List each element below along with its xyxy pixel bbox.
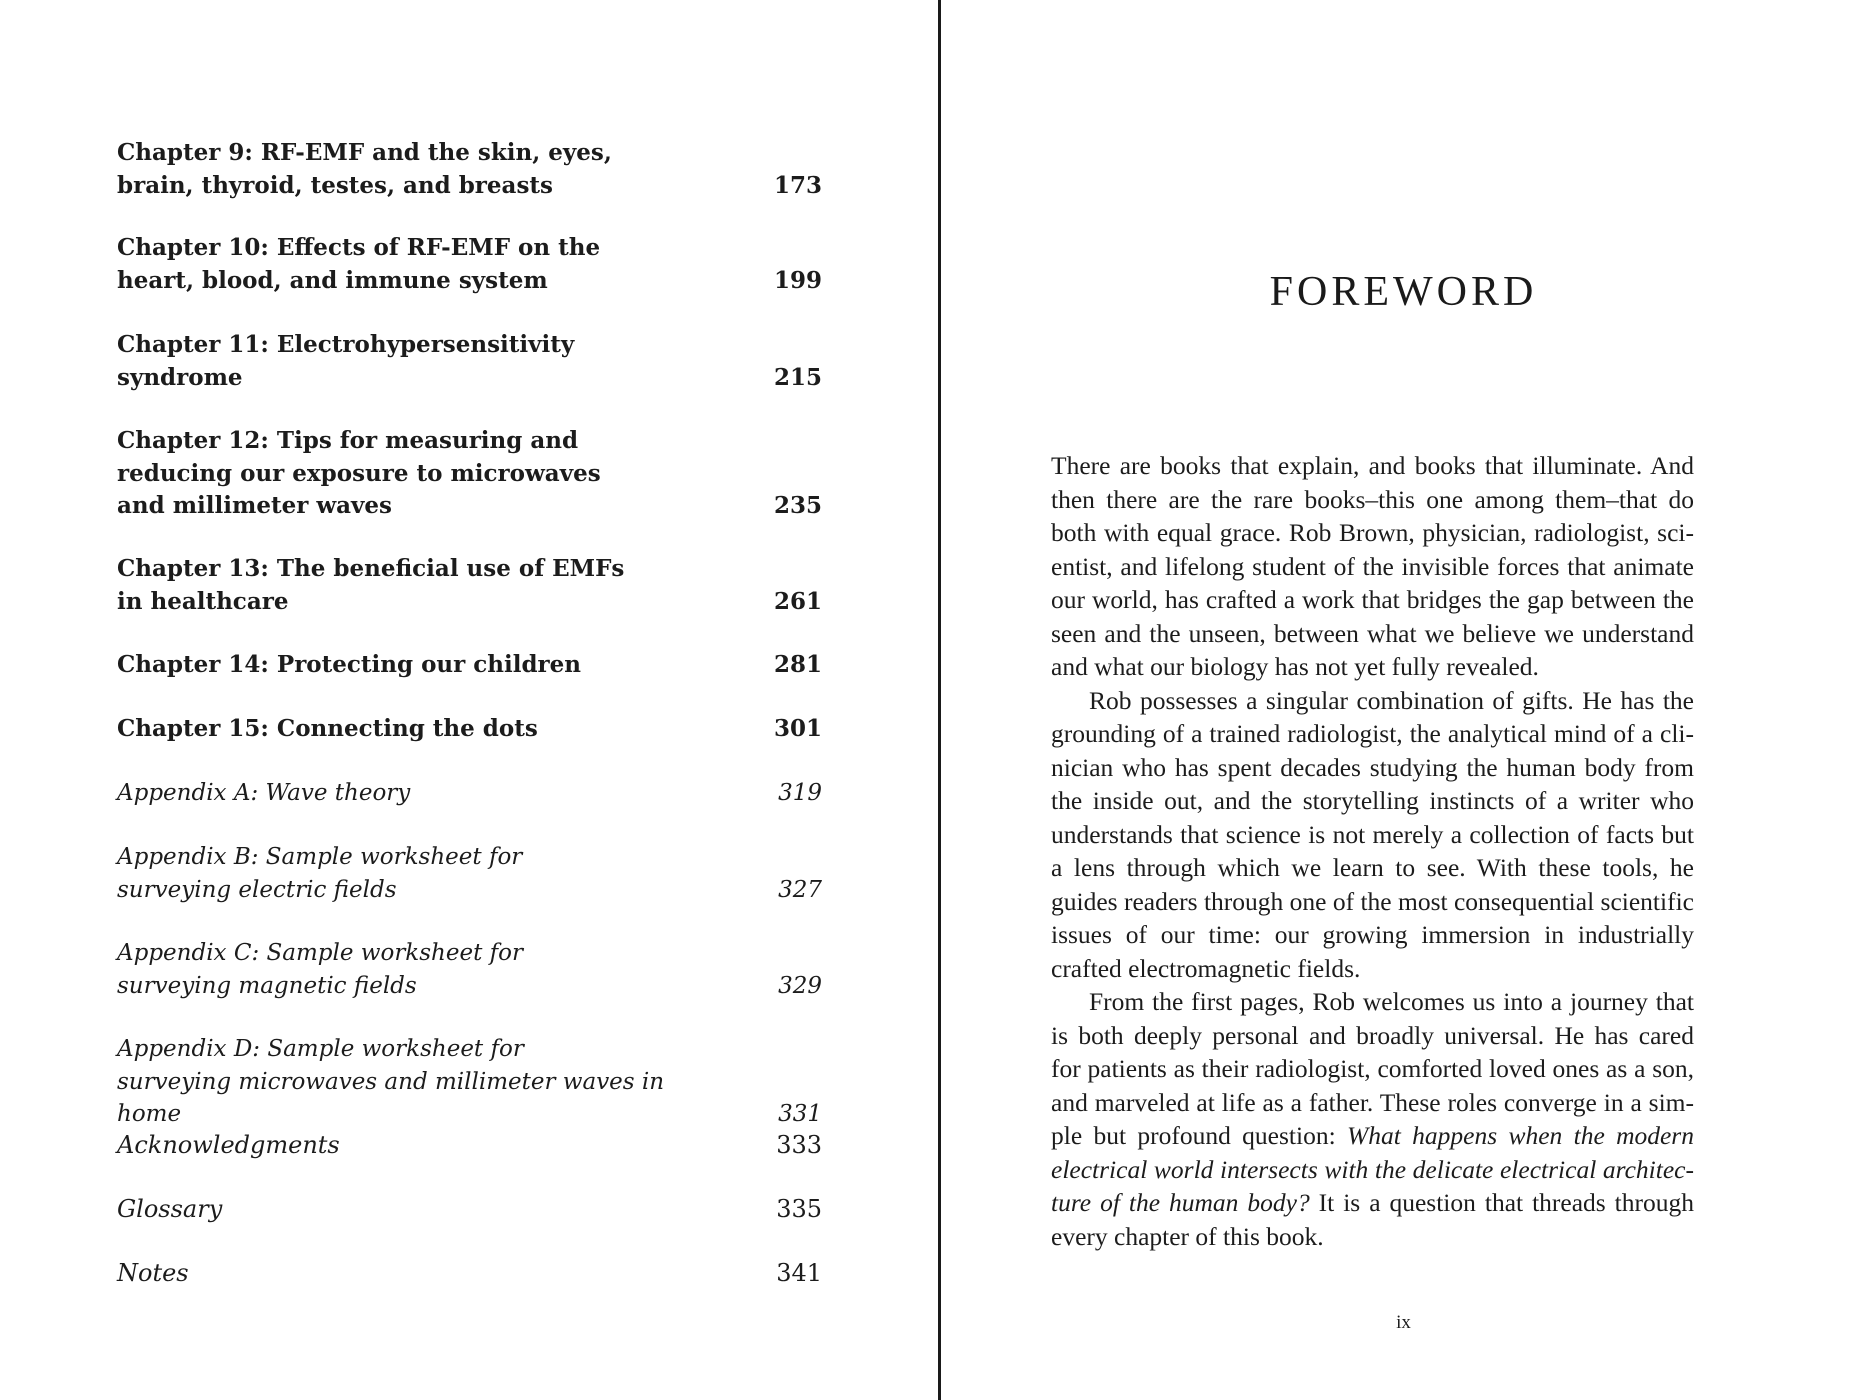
toc-entry-page-number: 319 — [778, 780, 822, 806]
toc-entry-title: Chapter 9: RF-EMF and the skin, eyes, brain, thyroid, testes, and breasts — [117, 139, 612, 199]
foreword-paragraph-2: Rob possesses a singular combination of gifts. He has the grounding of a trained radiologist, the analytical mind of a clinician who has spent decades studying the human body from the inside out, and the storytelling instincts of a writer who understands that science is not merely a collection of facts but a lens through which we learn to see. With these tools, he guides readers through one of the most consequential scientific issues of our time: our growing immersion in industrially crafted electromagnetic fields. — [1051, 685, 1694, 983]
foreword-heading: FOREWORD — [1269, 269, 1538, 315]
foreword-page — [941, 0, 1866, 1400]
toc-entry-page-number: 329 — [778, 972, 822, 999]
toc-entry-title: Glossary — [117, 1195, 223, 1223]
toc-entry-title: Chapter 11: Electrohypersensitivity syndrome — [117, 331, 575, 391]
toc-entry — [117, 553, 822, 618]
toc-entry — [117, 649, 822, 682]
toc-entry-title: Chapter 15: Connecting the dots — [117, 715, 538, 742]
toc-entry-title: Appendix A: Wave theory — [117, 780, 411, 806]
toc-entry-title: Chapter 13: The beneficial use of EMFs in healthcare — [117, 555, 625, 615]
foreword-question: What happens when the modern electrical world intersects with the delicate electrical architecture of the human body? — [1051, 1121, 1694, 1217]
toc-entry — [117, 137, 822, 202]
toc-entry-title: Appendix D: Sample worksheet for surveying microwaves and millimeter waves in home — [117, 1036, 665, 1127]
toc-entry-title: Chapter 10: Effects of RF-EMF on the heart, blood, and immune system — [117, 234, 601, 294]
toc-entry-page-number: 335 — [776, 1195, 822, 1223]
toc-entry-page-number: 281 — [773, 651, 822, 678]
toc-entry — [117, 1033, 822, 1131]
toc-entry — [117, 329, 822, 394]
toc-entry-page-number: 199 — [773, 266, 822, 294]
toc-entry — [117, 713, 822, 746]
toc-entry-page-number: 341 — [776, 1259, 822, 1287]
toc-entry — [117, 1257, 822, 1290]
toc-entry — [117, 425, 822, 523]
toc-entry — [117, 777, 822, 810]
toc-entry-page-number: 235 — [773, 492, 822, 519]
toc-entry — [117, 937, 822, 1002]
page-number: ix — [1396, 1312, 1411, 1333]
foreword-paragraph-3-end: It is a question that threads through every chapter of this book. — [1051, 1188, 1694, 1251]
toc-entry-page-number: 331 — [778, 1101, 822, 1127]
toc-entry-page-number: 333 — [776, 1131, 822, 1159]
toc-entry-page-number: 173 — [773, 171, 822, 199]
toc-entry-page-number: 261 — [773, 587, 822, 615]
toc-entry-title: Chapter 14: Protecting our children — [117, 651, 582, 678]
foreword-paragraph-1: There are books that explain, and books that illuminate. And then there are the rare books–this one among them–that do both with equal grace. Rob Brown, physician, radiologist, scientist, and lifelong student of the invisible forces that animate our world, has crafted a work that bridges the gap between the seen and the unseen, between what we believe we understand and what our biology has not yet fully revealed. — [1051, 451, 1694, 681]
toc-entry-title: Appendix B: Sample worksheet for surveying electric fields — [117, 844, 523, 903]
toc-entry-page-number: 301 — [773, 715, 822, 742]
toc-entry — [117, 1129, 822, 1162]
foreword-body — [1051, 449, 1694, 1253]
toc-entry-title: Appendix C: Sample worksheet for surveying magnetic fields — [117, 940, 523, 999]
toc-entry-title: Acknowledgments — [117, 1131, 340, 1159]
toc-entry — [117, 1193, 822, 1226]
foreword-paragraph-3-start: From the first pages, Rob welcomes us into a journey that is both deeply personal and broadly universal. He has cared for patients as their radiologist, comforted loved ones as a son, and marveled at life as a father. These roles converge in a simple but profound question: — [1051, 987, 1694, 1150]
toc-entry-title: Chapter 12: Tips for measuring and reducing our exposure to microwaves and millimeter waves — [117, 427, 601, 519]
toc-entry-page-number: 215 — [773, 363, 822, 391]
toc-entry-title: Notes — [117, 1259, 189, 1287]
toc-entry — [117, 232, 822, 297]
toc-entry-page-number: 327 — [778, 876, 822, 903]
toc-entry — [117, 841, 822, 906]
foreword-paragraph-3 — [1051, 985, 1694, 1253]
